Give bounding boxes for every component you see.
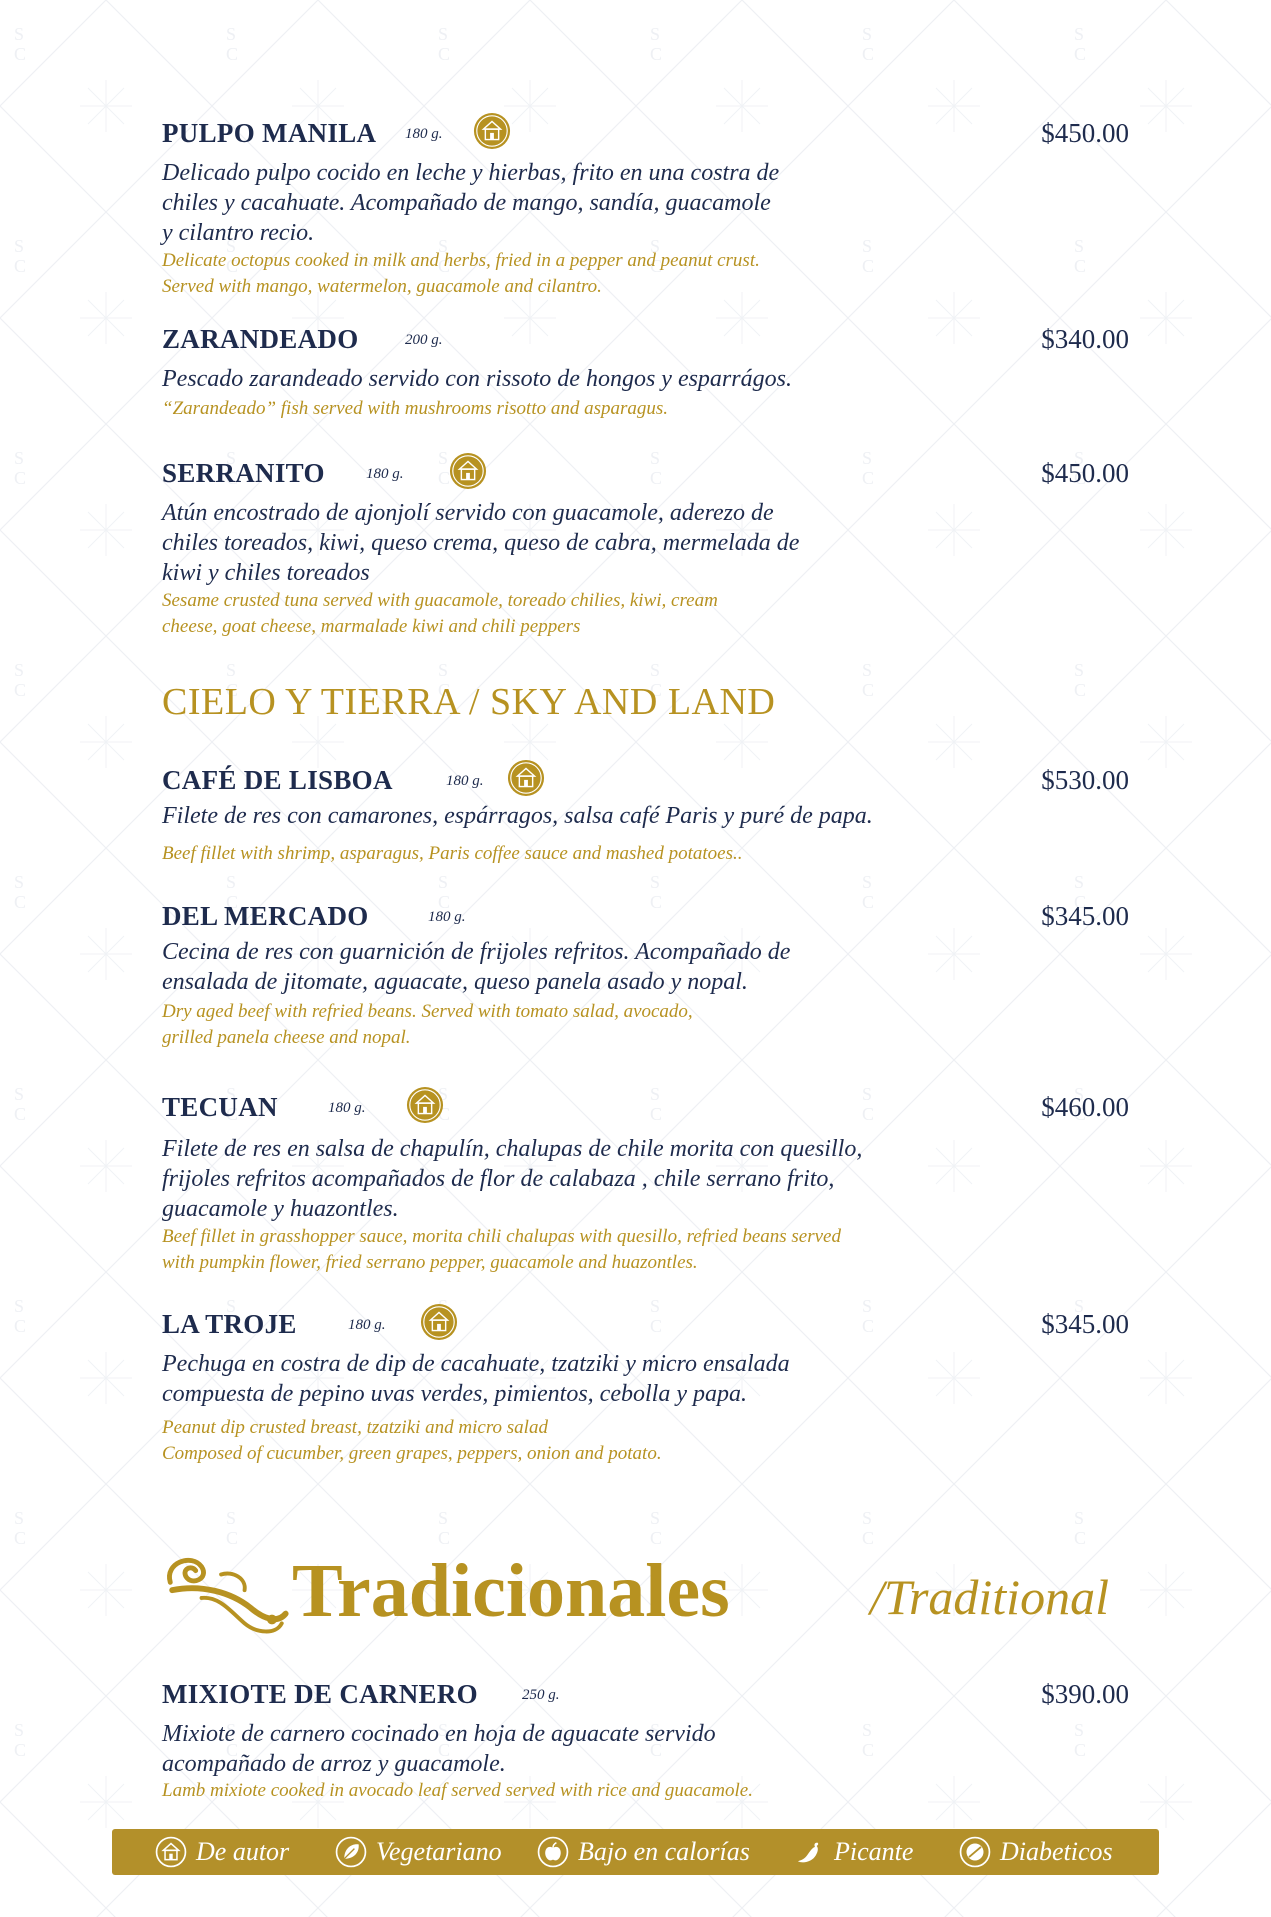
dish-description-en: Beef fillet in grasshopper sauce, morita chili chalupas with quesillo, refried beans served with pumpkin flower, fried serrano pepper, guacamole and huazontles. (162, 1226, 841, 1273)
dish-name: CAFÉ DE LISBOA (162, 765, 393, 795)
dish-price: $390.00 (1041, 1679, 1129, 1709)
dish-name: TECUAN (162, 1092, 278, 1122)
de-autor-icon (420, 1303, 458, 1341)
dish-description-en: Peanut dip crusted breast, tzatziki and micro salad Composed of cucumber, green grapes, peppers, onion and potato. (162, 1417, 662, 1464)
dish-weight: 180 g. (348, 1317, 386, 1333)
dish-price: $460.00 (1041, 1092, 1129, 1122)
dish-description-en: Sesame crusted tuna served with guacamole, toreado chilies, kiwi, cream cheese, goat cheese, marmalade kiwi and chili peppers (162, 590, 718, 637)
dish-name: SERRANITO (162, 458, 325, 488)
legend-label: Picante (834, 1837, 914, 1866)
dish-weight: 250 g. (522, 1687, 560, 1703)
dish-description-es: Filete de res con camarones, espárragos, salsa café Paris y puré de papa. (162, 803, 873, 829)
de-autor-icon (449, 452, 487, 490)
legend-label: De autor (196, 1837, 290, 1866)
traditional-subtitle: /Traditional (870, 1569, 1109, 1625)
legend-label: Diabeticos (1000, 1837, 1113, 1866)
dish-description-es: Mixiote de carnero cocinado en hoja de aguacate servido acompañado de arroz y guacamole. (162, 1721, 716, 1777)
traditional-title: Tradicionales (292, 1549, 730, 1633)
diabeticos-icon (958, 1835, 992, 1869)
de-autor-icon (473, 112, 511, 150)
dish-price: $345.00 (1041, 1309, 1129, 1339)
legend-item-bajo-en-calorias (536, 1829, 750, 1875)
dish-weight: 180 g. (405, 126, 443, 142)
dish-description-es: Delicado pulpo cocido en leche y hierbas, frito en una costra de chiles y cacahuate. Acompañado de mango, sandía, guacamole y cilantro recio. (162, 160, 780, 246)
dish-weight: 180 g. (446, 773, 484, 789)
section-heading: CIELO Y TIERRA / SKY AND LAND (162, 681, 776, 723)
dish-name: ZARANDEADO (162, 324, 359, 354)
dish-weight: 200 g. (405, 332, 443, 348)
dish-weight: 180 g. (428, 909, 466, 925)
dish-description-es: Cecina de res con guarnición de frijoles refritos. Acompañado de ensalada de jitomate, aguacate, queso panela asado y nopal. (162, 939, 791, 995)
legend-item-diabeticos (958, 1829, 1113, 1875)
dish-price: $450.00 (1041, 458, 1129, 488)
dish-description-en: “Zarandeado” fish served with mushrooms risotto and asparagus. (162, 398, 669, 419)
de-autor-icon (507, 759, 545, 797)
dish-price: $530.00 (1041, 765, 1129, 795)
legend-item-vegetariano (334, 1829, 502, 1875)
dish-description-es: Atún encostrado de ajonjolí servido con guacamole, aderezo de chiles toreados, kiwi, queso crema, queso de cabra, mermelada de kiwi y chiles toreados (162, 500, 800, 586)
dish-description-es: Pechuga en costra de dip de cacahuate, tzatziki y micro ensalada compuesta de pepino uvas verdes, pimientos, cebolla y papa. (162, 1351, 790, 1407)
legend-label: Vegetariano (376, 1837, 502, 1866)
dish-price: $340.00 (1041, 324, 1129, 354)
dish-description-en: Lamb mixiote cooked in avocado leaf served served with rice and guacamole. (162, 1780, 753, 1801)
picante-chili-icon (792, 1835, 826, 1869)
ornament-flourish-icon (162, 1553, 290, 1641)
dish-description-es: Pescado zarandeado servido con rissoto de hongos y esparrágos. (162, 366, 792, 392)
bajo-en-calorias-apple-icon (536, 1835, 570, 1869)
dish-description-en: Dry aged beef with refried beans. Served with tomato salad, avocado, grilled panela cheese and nopal. (162, 1001, 693, 1048)
dish-description-en: Delicate octopus cooked in milk and herbs, fried in a pepper and peanut crust. Served with mango, watermelon, guacamole and cilantro. (162, 250, 760, 297)
dish-name: MIXIOTE DE CARNERO (162, 1679, 478, 1709)
legend-item-de-autor (154, 1829, 289, 1875)
de-autor-icon (406, 1086, 444, 1124)
legend-label: Bajo en calorías (578, 1837, 750, 1866)
de-autor-icon (154, 1835, 188, 1869)
dish-name: PULPO MANILA (162, 118, 377, 148)
dish-weight: 180 g. (328, 1100, 366, 1116)
dish-weight: 180 g. (366, 466, 404, 482)
dish-description-en: Beef fillet with shrimp, asparagus, Paris coffee sauce and mashed potatoes.. (162, 843, 743, 864)
dish-name: LA TROJE (162, 1309, 297, 1339)
legend-item-picante (792, 1829, 913, 1875)
dish-price: $450.00 (1041, 118, 1129, 148)
vegetariano-leaf-icon (334, 1835, 368, 1869)
legend-bar (112, 1829, 1159, 1875)
dish-description-es: Filete de res en salsa de chapulín, chalupas de chile morita con quesillo, frijoles refritos acompañados de flor de calabaza , chile serrano frito, guacamole y huazontles. (162, 1136, 863, 1222)
dish-price: $345.00 (1041, 901, 1129, 931)
dish-name: DEL MERCADO (162, 901, 369, 931)
traditional-heading (162, 1548, 1162, 1638)
